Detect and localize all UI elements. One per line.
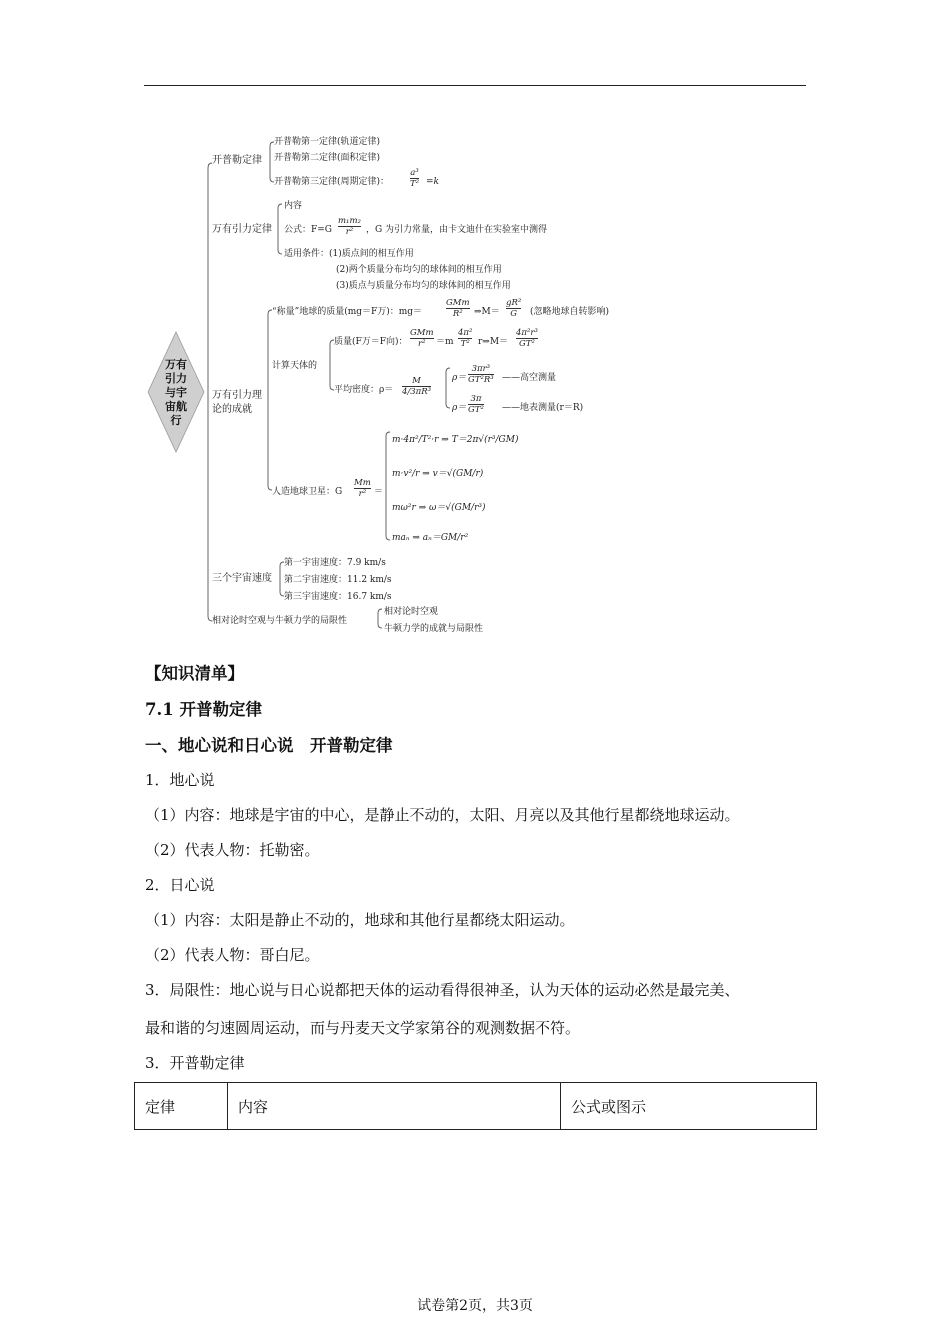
para-limitations-2: 最和谐的匀速圆周运动，而与丹麦天文学家第谷的观测数据不符。 xyxy=(145,1019,581,1037)
satellite-row-accel: maₙ ⇒ aₙ＝GM/r² xyxy=(392,533,469,543)
para-heliocentric-content: （1）内容：太阳是静止不动的，地球和其他行星都绕太阳运动。 xyxy=(145,911,575,929)
density-surface-fraction: $\frac{3\pi}{\text{GT²}}$ xyxy=(468,394,484,415)
density-surface-rho: ρ＝ xyxy=(452,403,467,413)
mass-line: 质量(F万＝F向)： xyxy=(334,337,408,347)
branch-kepler: 开普勒定律 xyxy=(212,155,262,166)
branch-theory-line2: 论的成就 xyxy=(212,404,252,415)
satellite-equals: ＝ xyxy=(374,487,384,497)
kepler-third-law: 开普勒第三定律(周期定律)： xyxy=(274,177,390,187)
table-header-row xyxy=(135,1083,817,1130)
kepler-second-law: 开普勒第二定律(面积定律) xyxy=(274,153,381,163)
table-header-law: 定律 xyxy=(135,1083,228,1130)
density-fraction: $\frac{M}{\text{4/3πR³}}$ xyxy=(402,376,432,397)
gravitation-content: 内容 xyxy=(284,201,303,211)
branch-cosmic: 三个宇宙速度 xyxy=(212,573,272,584)
gravitation-fraction: $\frac{\text{m₁m₂}}{\text{r²}}$ xyxy=(338,216,361,237)
para-heliocentric-person: （2）代表人物：哥白尼。 xyxy=(145,946,320,964)
branch-relativity: 相对论时空观与牛顿力学的局限性 xyxy=(212,616,348,626)
satellite-row-period: m·4π²/T²·r ⇒ T＝2π√(r³/GM) xyxy=(392,435,519,445)
mass-fraction-2: $\frac{\text{4π²}}{\text{T²}}$ xyxy=(458,328,473,349)
calc-label: 计算天体的 xyxy=(272,361,318,371)
mind-map-connectors xyxy=(140,128,660,648)
para-geocentric-person: （2）代表人物：托勒密。 xyxy=(145,841,320,859)
mass-fraction-1: GMm r² xyxy=(410,328,434,349)
weigh-mid: ⇒M＝ xyxy=(474,307,500,317)
gravitation-condition-2: (2)两个质量分布均匀的球体间的相互作用 xyxy=(336,265,502,275)
kepler-third-fraction: $\frac{\text{a³}}{\text{T²}}$ xyxy=(410,168,420,189)
relativity-item-2: 牛顿力学的成就与局限性 xyxy=(384,624,484,634)
density-surface-note: ——地表测量(r＝R) xyxy=(502,403,584,413)
weigh-fraction-1: GMm R² xyxy=(446,298,470,319)
density-high-note: ——高空测量 xyxy=(502,373,557,383)
cosmic-third: 第三宇宙速度：16.7 km/s xyxy=(284,592,392,602)
density-high-rho: ρ＝ xyxy=(452,373,467,383)
gravitation-formula-suffix: ，G 为引力常量，由卡文迪什在实验室中测得 xyxy=(366,225,548,235)
weigh-earth: “称量”地球的质量(mg＝F万)：mg＝ xyxy=(272,307,423,317)
table-header-content: 内容 xyxy=(228,1083,561,1130)
satellite-fraction: $\frac{Mm}{\text{r²}}$ xyxy=(354,478,371,499)
density-high-fraction: $\frac{\text{3πr³}}{\text{GT²R³}}$ xyxy=(468,364,494,385)
mind-map xyxy=(140,128,660,648)
satellite-label: 人造地球卫星：G xyxy=(272,487,343,497)
gravitation-conditions: 适用条件：(1)质点间的相互作用 xyxy=(284,249,414,259)
heading: 一、地心说和日心说 开普勒定律 xyxy=(145,736,393,755)
weigh-note: (忽略地球自转影响) xyxy=(530,307,610,317)
kepler-law-table xyxy=(134,1082,817,1130)
para-limitations-1: 3．局限性：地心说与日心说都把天体的运动看得很神圣，认为天体的运动必然是最完美、 xyxy=(145,981,740,999)
page-footer: 试卷第2页，共3页 xyxy=(417,1298,533,1314)
weigh-fraction-2: $\frac{\text{gR²}}{G}$ xyxy=(506,298,522,319)
table-header-formula: 公式或图示 xyxy=(561,1083,817,1130)
mind-map-root: 万有 引力 与宇 宙航 行 xyxy=(165,358,187,427)
density-line: 平均密度：ρ＝ xyxy=(334,385,394,395)
gravitation-formula-prefix: 公式：F=G xyxy=(284,225,332,235)
kepler-first-law: 开普勒第一定律(轨道定律) xyxy=(274,137,381,147)
mass-mid: ＝m xyxy=(436,337,454,347)
subsection-title: 7.1 开普勒定律 xyxy=(145,700,262,719)
branch-theory-line1: 万有引力理 xyxy=(212,390,262,401)
header-rule xyxy=(144,85,806,86)
para-kepler-laws: 3．开普勒定律 xyxy=(145,1054,245,1072)
cosmic-second: 第二宇宙速度：11.2 km/s xyxy=(284,575,392,585)
mass-fraction-3: $\frac{\text{4π²r³}}{\text{GT²}}$ xyxy=(516,328,538,349)
section-title: 【知识清单】 xyxy=(145,664,244,683)
para-heliocentric: 2．日心说 xyxy=(145,876,215,894)
relativity-item-1: 相对论时空观 xyxy=(384,607,439,617)
satellite-row-omega: mω²r ⇒ ω＝√(GM/r³) xyxy=(392,503,486,513)
mass-mid-2: r⇒M＝ xyxy=(478,337,509,347)
cosmic-first: 第一宇宙速度：7.9 km/s xyxy=(284,558,386,568)
para-geocentric-content: （1）内容：地球是宇宙的中心，是静止不动的，太阳、月亮以及其他行星都绕地球运动。 xyxy=(145,806,740,824)
satellite-row-velocity: m·v²/r ⇒ v＝√(GM/r) xyxy=(392,469,484,479)
branch-gravitation: 万有引力定律 xyxy=(212,224,272,235)
para-geocentric: 1．地心说 xyxy=(145,771,215,789)
kepler-third-tail: =k xyxy=(426,177,439,187)
gravitation-condition-3: (3)质点与质量分布均匀的球体间的相互作用 xyxy=(336,281,511,291)
